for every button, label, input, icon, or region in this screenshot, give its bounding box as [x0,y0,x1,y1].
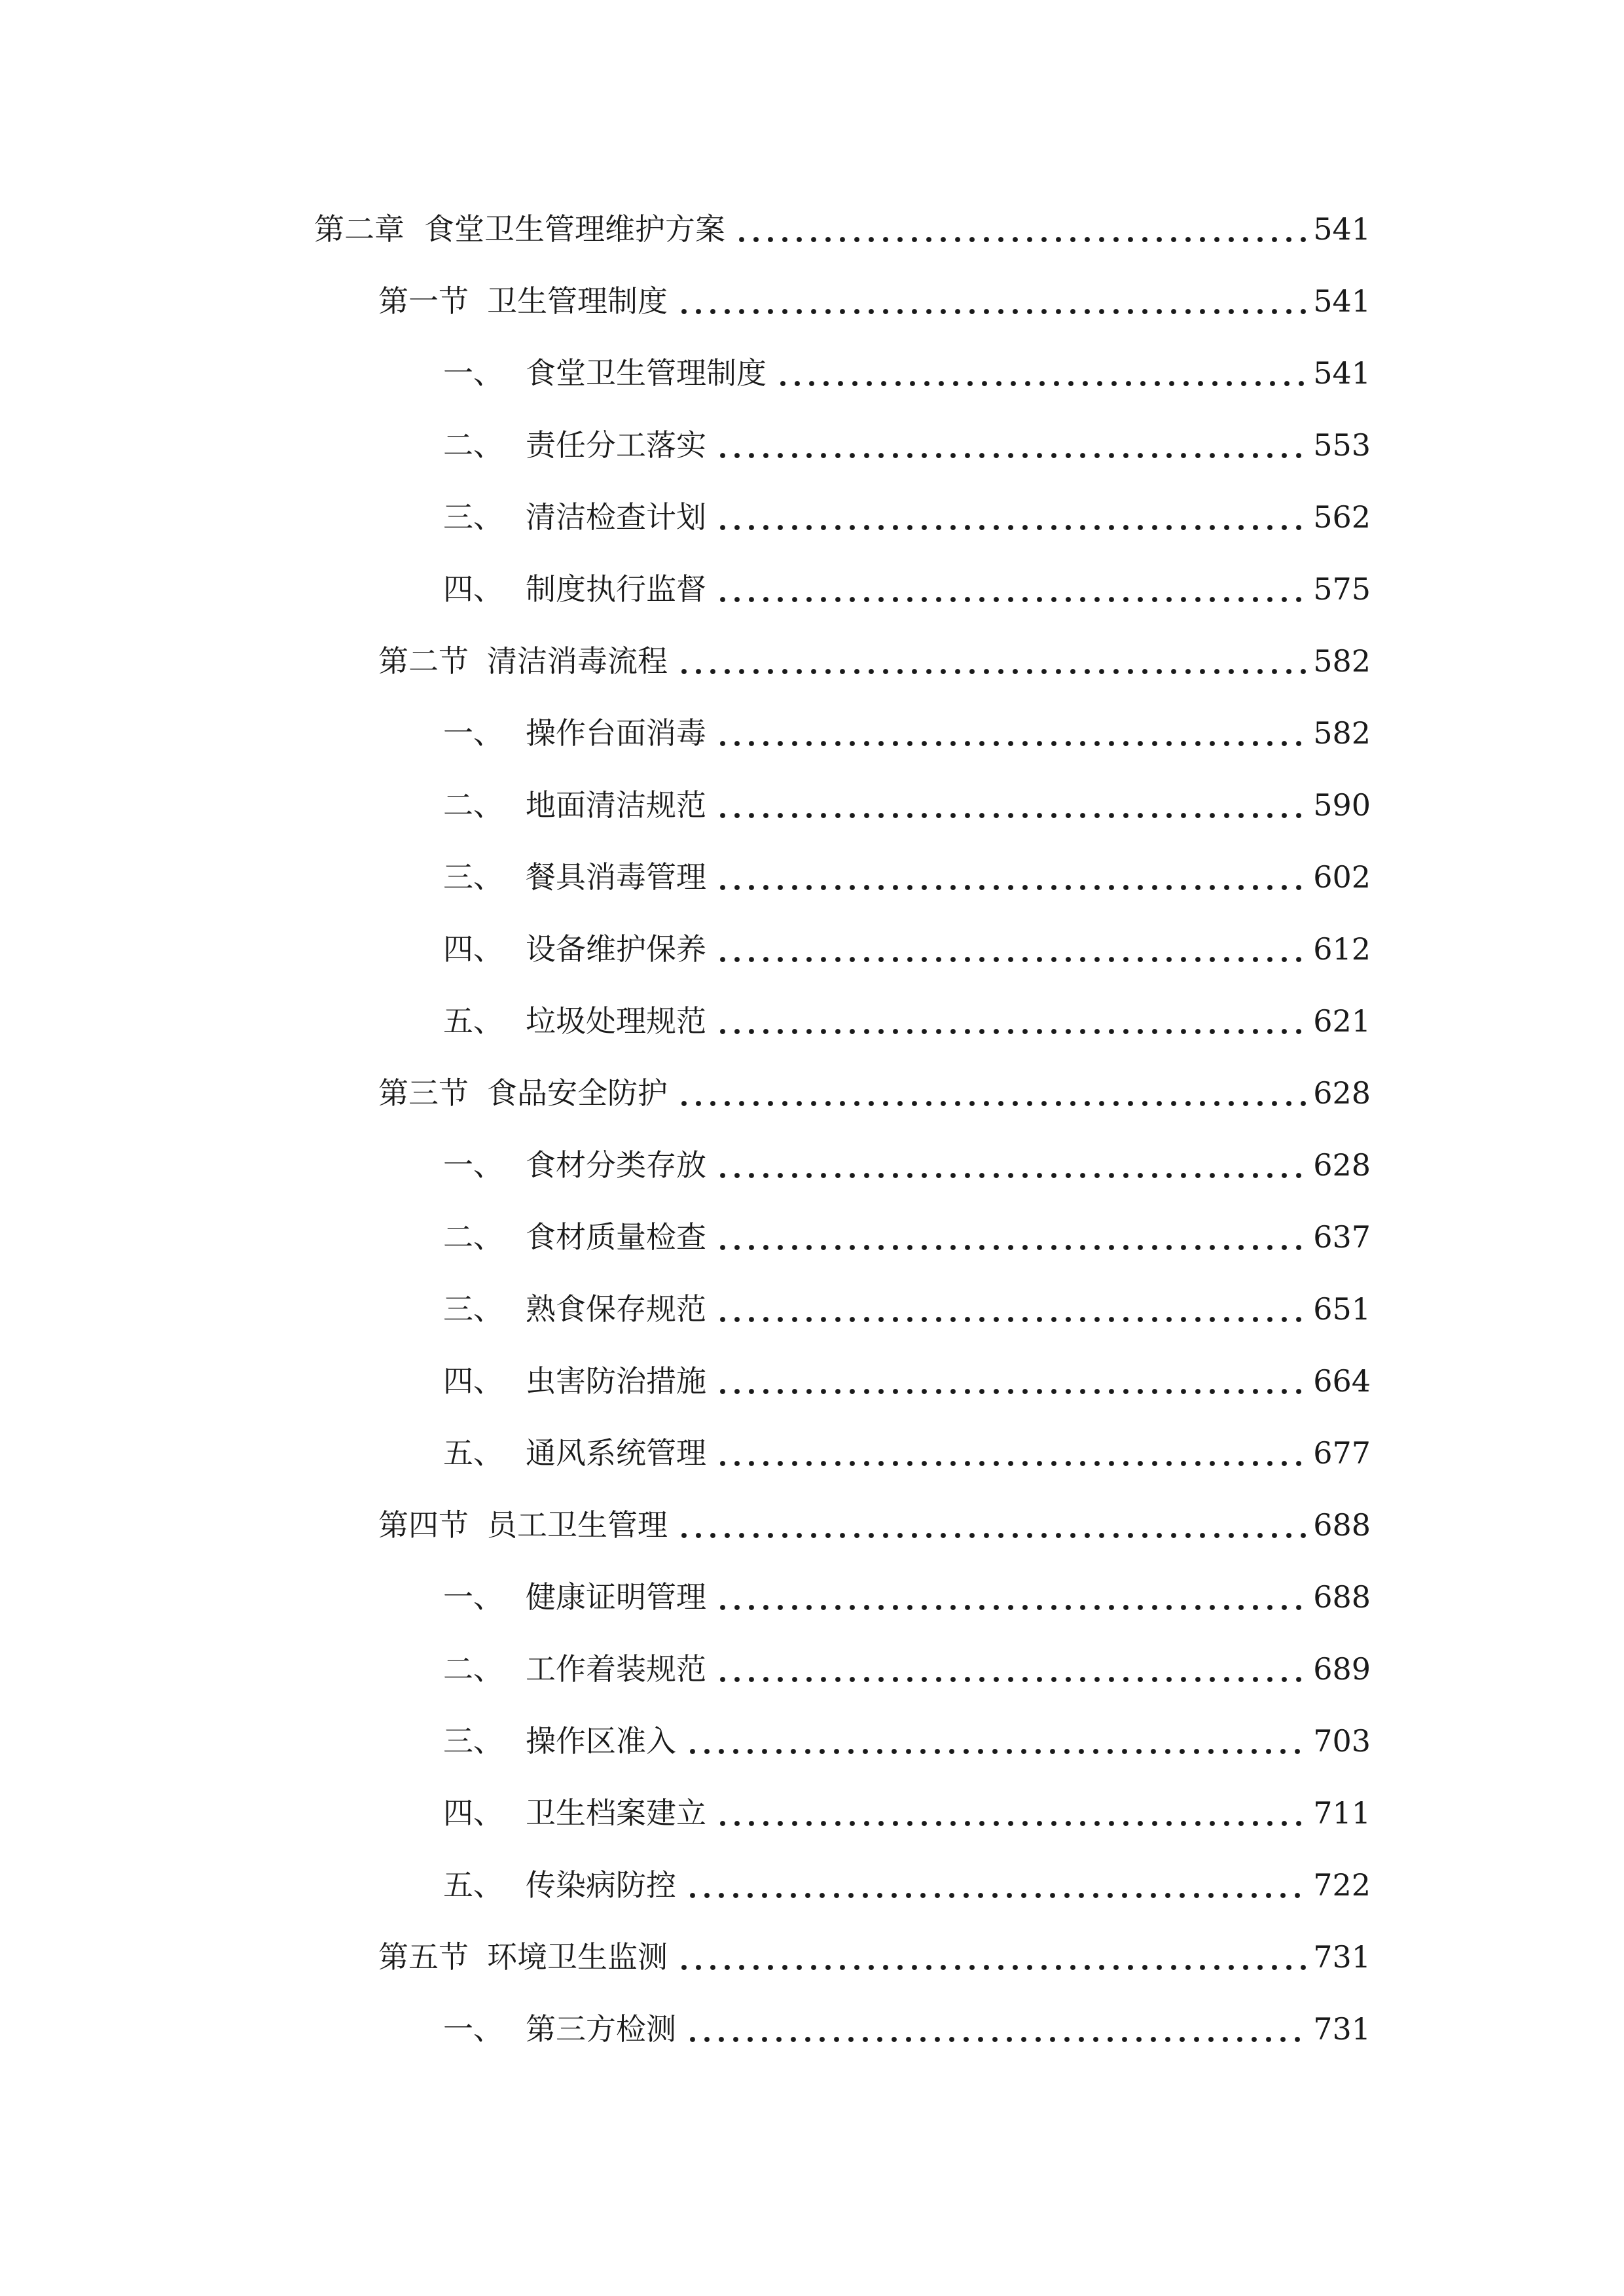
dot-leader [715,1605,1307,1610]
toc-entry-heading [443,1211,706,1263]
toc-entry-heading [443,2003,676,2055]
toc-entry-subsection[interactable] [0,1355,1624,1407]
toc-entry-subsection[interactable] [0,1643,1624,1695]
toc-entry-page-number: 677 [1313,1435,1371,1471]
toc-entry-subsection[interactable] [0,923,1624,975]
toc-entry-page-number: 582 [1313,643,1371,679]
toc-entry-number: 二、 [443,1651,503,1687]
toc-entry-page-number: 612 [1313,931,1371,967]
toc-entry-title: 清洁检查计划 [526,499,706,535]
toc-entry-heading [378,1499,668,1551]
toc-entry-subsection[interactable] [0,1283,1624,1335]
toc-entry-number: 一、 [443,1579,503,1615]
toc-entry-page-number: 664 [1313,1363,1371,1399]
toc-entry-heading [443,923,706,975]
toc-entry-number: 一、 [443,2011,503,2047]
toc-entry-heading [443,995,706,1047]
toc-entry-page-number: 689 [1313,1651,1371,1687]
dot-leader [715,885,1307,890]
toc-entry-heading [443,1427,706,1479]
dot-leader [715,1677,1307,1682]
dot-leader [776,381,1307,386]
dot-leader [715,597,1307,602]
toc-entry-section[interactable] [0,275,1624,327]
toc-entry-page-number: 541 [1313,211,1371,247]
toc-entry-number: 二、 [443,787,503,823]
toc-entry-number: 三、 [443,859,503,895]
toc-entry-section[interactable] [0,1499,1624,1551]
toc-entry-title: 卫生管理制度 [487,283,668,319]
dot-leader [677,1101,1307,1106]
toc-entry-heading [443,563,706,615]
dot-leader [715,1245,1307,1250]
toc-entry-subsection[interactable] [0,707,1624,759]
toc-entry-heading [443,1787,706,1839]
toc-entry-page-number: 602 [1313,859,1371,895]
toc-entry-title: 食堂卫生管理制度 [526,355,767,391]
dot-leader [677,1533,1307,1538]
toc-entry-title: 员工卫生管理 [487,1507,668,1543]
toc-entry-title: 责任分工落实 [526,427,706,463]
toc-entry-subsection[interactable] [0,1787,1624,1839]
toc-entry-page-number: 562 [1313,499,1371,535]
toc-entry-subsection[interactable] [0,491,1624,543]
dot-leader [715,525,1307,530]
toc-entry-heading [378,275,668,327]
toc-entry-page-number: 703 [1313,1723,1371,1759]
toc-entry-number: 四、 [443,1363,503,1399]
toc-entry-number: 第三节 [378,1075,469,1111]
toc-entry-title: 食堂卫生管理维护方案 [424,211,725,247]
toc-entry-heading [443,1139,706,1191]
toc-entry-heading [378,1067,668,1119]
toc-entry-number: 二、 [443,1219,503,1255]
toc-entry-chapter[interactable] [0,203,1624,255]
toc-entry-heading [443,1859,676,1911]
toc-entry-page-number: 731 [1313,2011,1371,2047]
dot-leader [715,741,1307,746]
toc-entry-section[interactable] [0,635,1624,687]
toc-entry-number: 三、 [443,499,503,535]
toc-entry-page-number: 711 [1313,1795,1371,1831]
toc-entry-subsection[interactable] [0,1715,1624,1767]
toc-entry-heading [443,1283,706,1335]
dot-leader [715,1029,1307,1034]
toc-entry-heading [443,707,706,759]
toc-entry-title: 通风系统管理 [526,1435,706,1471]
toc-entry-number: 二、 [443,427,503,463]
toc-entry-title: 操作区准入 [526,1723,676,1759]
toc-entry-heading [314,203,725,255]
toc-entry-page-number: 590 [1313,787,1371,823]
toc-entry-subsection[interactable] [0,419,1624,471]
toc-entry-subsection[interactable] [0,1427,1624,1479]
toc-entry-subsection[interactable] [0,1211,1624,1263]
toc-entry-title: 制度执行监督 [526,571,706,607]
toc-entry-section[interactable] [0,1931,1624,1983]
toc-entry-page-number: 688 [1313,1507,1371,1543]
dot-leader [677,1965,1307,1970]
toc-entry-heading [443,1571,706,1623]
toc-entry-number: 第二节 [378,643,469,679]
dot-leader [685,1893,1307,1898]
toc-entry-title: 设备维护保养 [526,931,706,967]
toc-entry-page-number: 553 [1313,427,1371,463]
toc-entry-title: 食材质量检查 [526,1219,706,1255]
toc-entry-number: 第四节 [378,1507,469,1543]
dot-leader [715,1389,1307,1394]
toc-entry-page-number: 637 [1313,1219,1371,1255]
toc-entry-subsection[interactable] [0,779,1624,831]
toc-entry-title: 操作台面消毒 [526,715,706,751]
toc-entry-page-number: 628 [1313,1075,1371,1111]
toc-entry-heading [443,1715,676,1767]
toc-entry-page-number: 575 [1313,571,1371,607]
toc-entry-page-number: 621 [1313,1003,1371,1039]
toc-entry-number: 五、 [443,1435,503,1471]
toc-entry-heading [378,1931,668,1983]
toc-entry-title: 工作着装规范 [526,1651,706,1687]
dot-leader [734,237,1307,242]
toc-entry-title: 餐具消毒管理 [526,859,706,895]
toc-entry-number: 一、 [443,355,503,391]
toc-entry-number: 三、 [443,1723,503,1759]
toc-entry-subsection[interactable] [0,347,1624,399]
dot-leader [715,1317,1307,1322]
toc-entry-number: 五、 [443,1867,503,1903]
toc-entry-heading [443,347,767,399]
toc-entry-subsection[interactable] [0,995,1624,1047]
toc-entry-page-number: 628 [1313,1147,1371,1183]
toc-entry-heading [443,1355,706,1407]
toc-entry-title: 第三方检测 [526,2011,676,2047]
dot-leader [685,1749,1307,1754]
toc-entry-heading [443,1643,706,1695]
toc-entry-page-number: 688 [1313,1579,1371,1615]
toc-entry-number: 一、 [443,715,503,751]
toc-entry-page-number: 541 [1313,283,1371,319]
toc-entry-subsection[interactable] [0,563,1624,615]
toc-entry-heading [443,779,706,831]
toc-entry-title: 清洁消毒流程 [487,643,668,679]
toc-entry-page-number: 722 [1313,1867,1371,1903]
toc-entry-page-number: 731 [1313,1939,1371,1975]
toc-entry-number: 四、 [443,931,503,967]
toc-entry-title: 环境卫生监测 [487,1939,668,1975]
toc-entry-page-number: 541 [1313,355,1371,391]
dot-leader [715,1173,1307,1178]
toc-entry-number: 第一节 [378,283,469,319]
toc-entry-heading [443,491,706,543]
toc-entry-heading [443,419,706,471]
toc-entry-number: 第二章 [314,211,405,247]
toc-entry-title: 传染病防控 [526,1867,676,1903]
dot-leader [685,2037,1307,2042]
toc-entry-subsection[interactable] [0,1139,1624,1191]
toc-entry-title: 熟食保存规范 [526,1291,706,1327]
dot-leader [715,957,1307,962]
toc-entry-title: 地面清洁规范 [526,787,706,823]
toc-entry-subsection[interactable] [0,1571,1624,1623]
toc-entry-section[interactable] [0,1067,1624,1119]
toc-entry-title: 食品安全防护 [487,1075,668,1111]
toc-entry-number: 四、 [443,571,503,607]
toc-entry-heading [443,851,706,903]
toc-entry-title: 虫害防治措施 [526,1363,706,1399]
toc-entry-subsection[interactable] [0,851,1624,903]
toc-entry-number: 第五节 [378,1939,469,1975]
toc-entry-page-number: 651 [1313,1291,1371,1327]
dot-leader [715,453,1307,458]
toc-entry-number: 五、 [443,1003,503,1039]
toc-entry-page-number: 582 [1313,715,1371,751]
toc-entry-number: 三、 [443,1291,503,1327]
dot-leader [715,1461,1307,1466]
toc-entry-heading [378,635,668,687]
toc-entry-subsection[interactable] [0,2003,1624,2055]
toc-entry-title: 垃圾处理规范 [526,1003,706,1039]
toc-entry-title: 食材分类存放 [526,1147,706,1183]
dot-leader [715,1821,1307,1826]
dot-leader [715,813,1307,818]
dot-leader [677,669,1307,674]
toc-entry-title: 卫生档案建立 [526,1795,706,1831]
toc-entry-number: 一、 [443,1147,503,1183]
toc-entry-title: 健康证明管理 [526,1579,706,1615]
toc-entry-subsection[interactable] [0,1859,1624,1911]
dot-leader [677,309,1307,314]
toc-entry-number: 四、 [443,1795,503,1831]
